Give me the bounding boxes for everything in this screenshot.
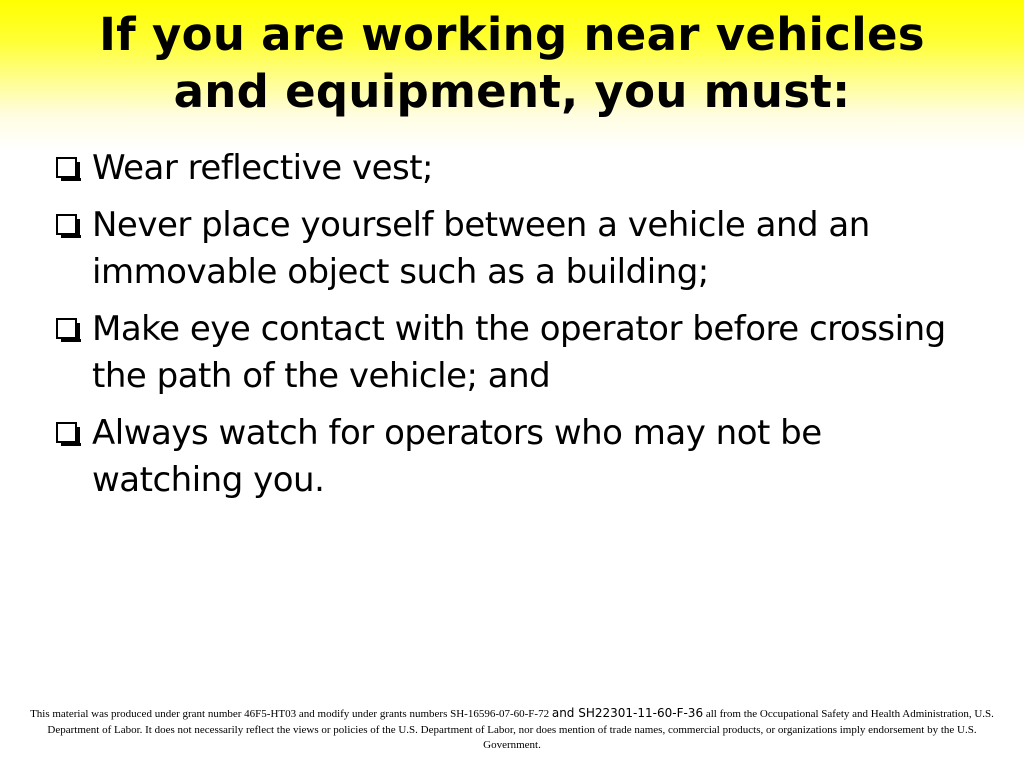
bullet-item bbox=[54, 145, 974, 192]
bullet-text: Wear reflective vest; bbox=[92, 148, 434, 188]
checkbox-bullet-icon bbox=[56, 422, 77, 443]
checkbox-bullet-icon bbox=[56, 214, 77, 235]
bullet-item bbox=[54, 410, 974, 504]
slide-title bbox=[0, 6, 1024, 120]
bullet-item bbox=[54, 306, 974, 400]
bullet-list bbox=[54, 145, 974, 514]
footer-text-part-3: all from the Occupational Safety and Health Administration, U.S. Department of Labor. It does not necessarily reflect the views or policies of the U.S. Department of Labor, nor does mention of trade names, commercial products, or organizations imply endorsement by the U.S. Government. bbox=[47, 708, 994, 751]
checkbox-bullet-icon bbox=[56, 157, 77, 178]
slide-title-line-1: If you are working near vehicles bbox=[99, 8, 925, 61]
slide-title-line-2: and equipment, you must: bbox=[173, 65, 851, 118]
bullet-item bbox=[54, 202, 974, 296]
grant-disclaimer-footer bbox=[20, 706, 1004, 754]
footer-text-part-2: and SH22301-11-60-F-36 bbox=[551, 706, 704, 720]
bullet-text: Make eye contact with the operator before crossing the path of the vehicle; and bbox=[92, 309, 946, 396]
bullet-text: Always watch for operators who may not be watching you. bbox=[92, 413, 822, 500]
checkbox-bullet-icon bbox=[56, 318, 77, 339]
footer-text-part-1: This material was produced under grant number 46F5-HT03 and modify under grants numbers SH-16596-07-60-F-72 bbox=[30, 708, 552, 720]
bullet-text: Never place yourself between a vehicle and an immovable object such as a building; bbox=[92, 205, 870, 292]
